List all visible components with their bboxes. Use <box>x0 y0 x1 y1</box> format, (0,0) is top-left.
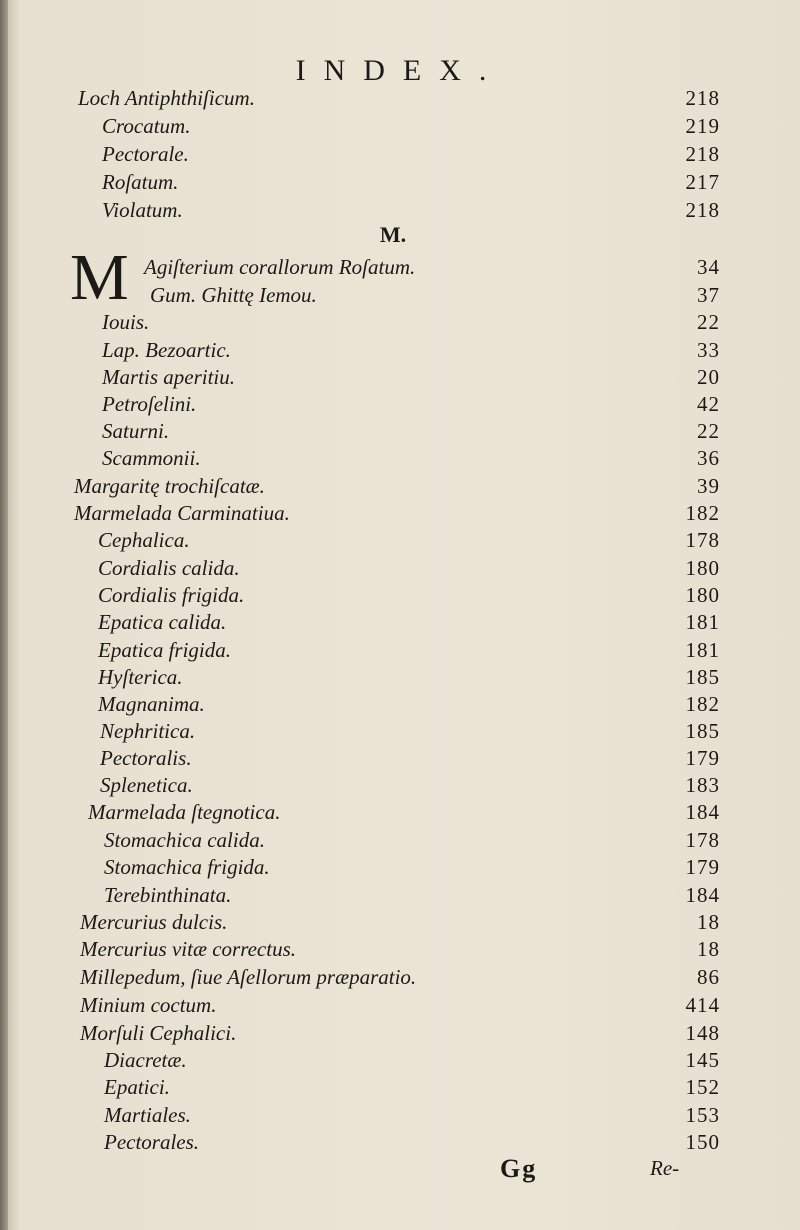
index-entry <box>0 528 800 555</box>
index-entry <box>0 365 800 392</box>
entry-page-number: 219 <box>685 114 720 138</box>
entry-name: Pectoralis. <box>100 746 192 770</box>
index-entry <box>0 114 800 141</box>
entry-name: Mercurius vitæ correctus. <box>80 937 296 961</box>
entry-page-number: 218 <box>685 198 720 222</box>
entry-name: Margaritę trochiſcatæ. <box>74 474 265 498</box>
index-entry <box>0 583 800 610</box>
index-entry <box>0 965 800 992</box>
index-entry <box>0 170 800 197</box>
entry-name: Nephritica. <box>100 719 196 743</box>
entry-name: Morſuli Cephalici. <box>80 1021 237 1045</box>
entry-page-number: 152 <box>685 1075 720 1099</box>
signature-mark: Gg <box>500 1154 538 1183</box>
entry-page-number: 184 <box>685 800 720 824</box>
entry-page-number: 33 <box>697 338 720 362</box>
entry-name: Iouis. <box>102 310 150 334</box>
entry-name: Scammonii. <box>102 446 201 470</box>
entry-page-number: 20 <box>697 365 720 389</box>
index-entry <box>0 338 800 365</box>
entry-name: Epatici. <box>104 1075 170 1099</box>
page-header: INDEX. <box>295 54 505 87</box>
entry-page-number: 182 <box>685 692 720 716</box>
entry-page-number: 86 <box>697 965 720 989</box>
entry-name: Saturni. <box>102 419 170 443</box>
entry-name: Martis aperitiu. <box>102 365 236 389</box>
entry-page-number: 180 <box>685 556 720 580</box>
entry-name: Splenetica. <box>100 773 193 797</box>
entry-name: Terebinthinata. <box>104 883 232 907</box>
index-entry <box>0 993 800 1020</box>
index-entry <box>0 474 800 501</box>
index-entry <box>0 198 800 225</box>
index-entry <box>0 310 800 337</box>
index-entry <box>0 255 800 282</box>
entry-page-number: 18 <box>697 937 720 961</box>
entry-name: Epatica calida. <box>98 610 227 634</box>
entry-page-number: 179 <box>685 746 720 770</box>
entry-page-number: 42 <box>697 392 720 416</box>
entry-name: Millepedum, ſiue Aſellorum præparatio. <box>80 965 417 989</box>
entry-page-number: 34 <box>697 255 720 279</box>
entry-name: Diacretæ. <box>104 1048 187 1072</box>
entry-page-number: 148 <box>685 1021 720 1045</box>
index-entry <box>0 610 800 637</box>
entry-name: Cordialis frigida. <box>98 583 245 607</box>
entry-name: Lap. Bezoartic. <box>102 338 231 362</box>
entry-name: Pectorales. <box>104 1130 200 1154</box>
entry-page-number: 182 <box>685 501 720 525</box>
entry-name: Violatum. <box>102 198 183 222</box>
index-entry <box>0 937 800 964</box>
index-entry <box>0 501 800 528</box>
entry-page-number: 22 <box>697 419 720 443</box>
index-entry <box>0 556 800 583</box>
entry-name: Roſatum. <box>102 170 179 194</box>
entry-name: Epatica frigida. <box>98 638 231 662</box>
index-entry <box>0 1103 800 1130</box>
index-entry <box>0 1130 800 1157</box>
entry-page-number: 39 <box>697 474 720 498</box>
entry-name: Stomachica frigida. <box>104 855 270 879</box>
index-entry <box>0 665 800 692</box>
entry-name: Cephalica. <box>98 528 190 552</box>
index-entry <box>0 1048 800 1075</box>
entry-name: Marmelada Carminatiua. <box>74 501 290 525</box>
entry-page-number: 145 <box>685 1048 720 1072</box>
entry-page-number: 181 <box>685 638 720 662</box>
entry-name: Gum. Ghittę Iemou. <box>150 283 317 307</box>
index-entry <box>0 692 800 719</box>
entry-page-number: 218 <box>685 142 720 166</box>
index-entry <box>0 419 800 446</box>
index-entry <box>0 638 800 665</box>
index-entry <box>0 86 800 113</box>
entry-page-number: 22 <box>697 310 720 334</box>
entry-page-number: 150 <box>685 1130 720 1154</box>
index-entry <box>0 855 800 882</box>
index-entry <box>0 283 800 310</box>
entry-page-number: 181 <box>685 610 720 634</box>
entry-name: Hyſterica. <box>98 665 183 689</box>
index-entry <box>0 719 800 746</box>
drop-cap: M <box>70 241 129 314</box>
entry-name: Loch Antiphthiſicum. <box>78 86 255 110</box>
entry-page-number: 414 <box>685 993 720 1017</box>
entry-name: Minium coctum. <box>80 993 217 1017</box>
section-letter: M. <box>379 222 407 247</box>
index-entry <box>0 746 800 773</box>
index-entry <box>0 142 800 169</box>
index-entry <box>0 883 800 910</box>
entry-name: Marmelada ſtegnotica. <box>88 800 281 824</box>
index-entry <box>0 910 800 937</box>
index-entry <box>0 800 800 827</box>
entry-page-number: 36 <box>697 446 720 470</box>
entry-name: Stomachica calida. <box>104 828 265 852</box>
entry-name: Magnanima. <box>98 692 205 716</box>
entry-page-number: 217 <box>685 170 720 194</box>
entry-name: Mercurius dulcis. <box>80 910 228 934</box>
entry-page-number: 37 <box>697 283 720 307</box>
entry-page-number: 185 <box>685 719 720 743</box>
entry-page-number: 178 <box>685 528 720 552</box>
entry-page-number: 184 <box>685 883 720 907</box>
index-entry <box>0 1021 800 1048</box>
entry-name: Crocatum. <box>102 114 191 138</box>
entry-name: Cordialis calida. <box>98 556 240 580</box>
entry-name: Martiales. <box>104 1103 191 1127</box>
index-entry <box>0 828 800 855</box>
index-entry <box>0 773 800 800</box>
index-entry <box>0 392 800 419</box>
entry-page-number: 178 <box>685 828 720 852</box>
entry-page-number: 180 <box>685 583 720 607</box>
entry-page-number: 185 <box>685 665 720 689</box>
entry-page-number: 18 <box>697 910 720 934</box>
entry-page-number: 179 <box>685 855 720 879</box>
entry-page-number: 183 <box>685 773 720 797</box>
index-entry <box>0 446 800 473</box>
entry-page-number: 218 <box>685 86 720 110</box>
entry-name: Agiſterium corallorum Roſatum. <box>144 255 416 279</box>
entry-page-number: 153 <box>685 1103 720 1127</box>
entry-name: Petroſelini. <box>102 392 197 416</box>
catchword: Re- <box>650 1156 680 1180</box>
entry-name: Pectorale. <box>102 142 189 166</box>
index-entry <box>0 1075 800 1102</box>
